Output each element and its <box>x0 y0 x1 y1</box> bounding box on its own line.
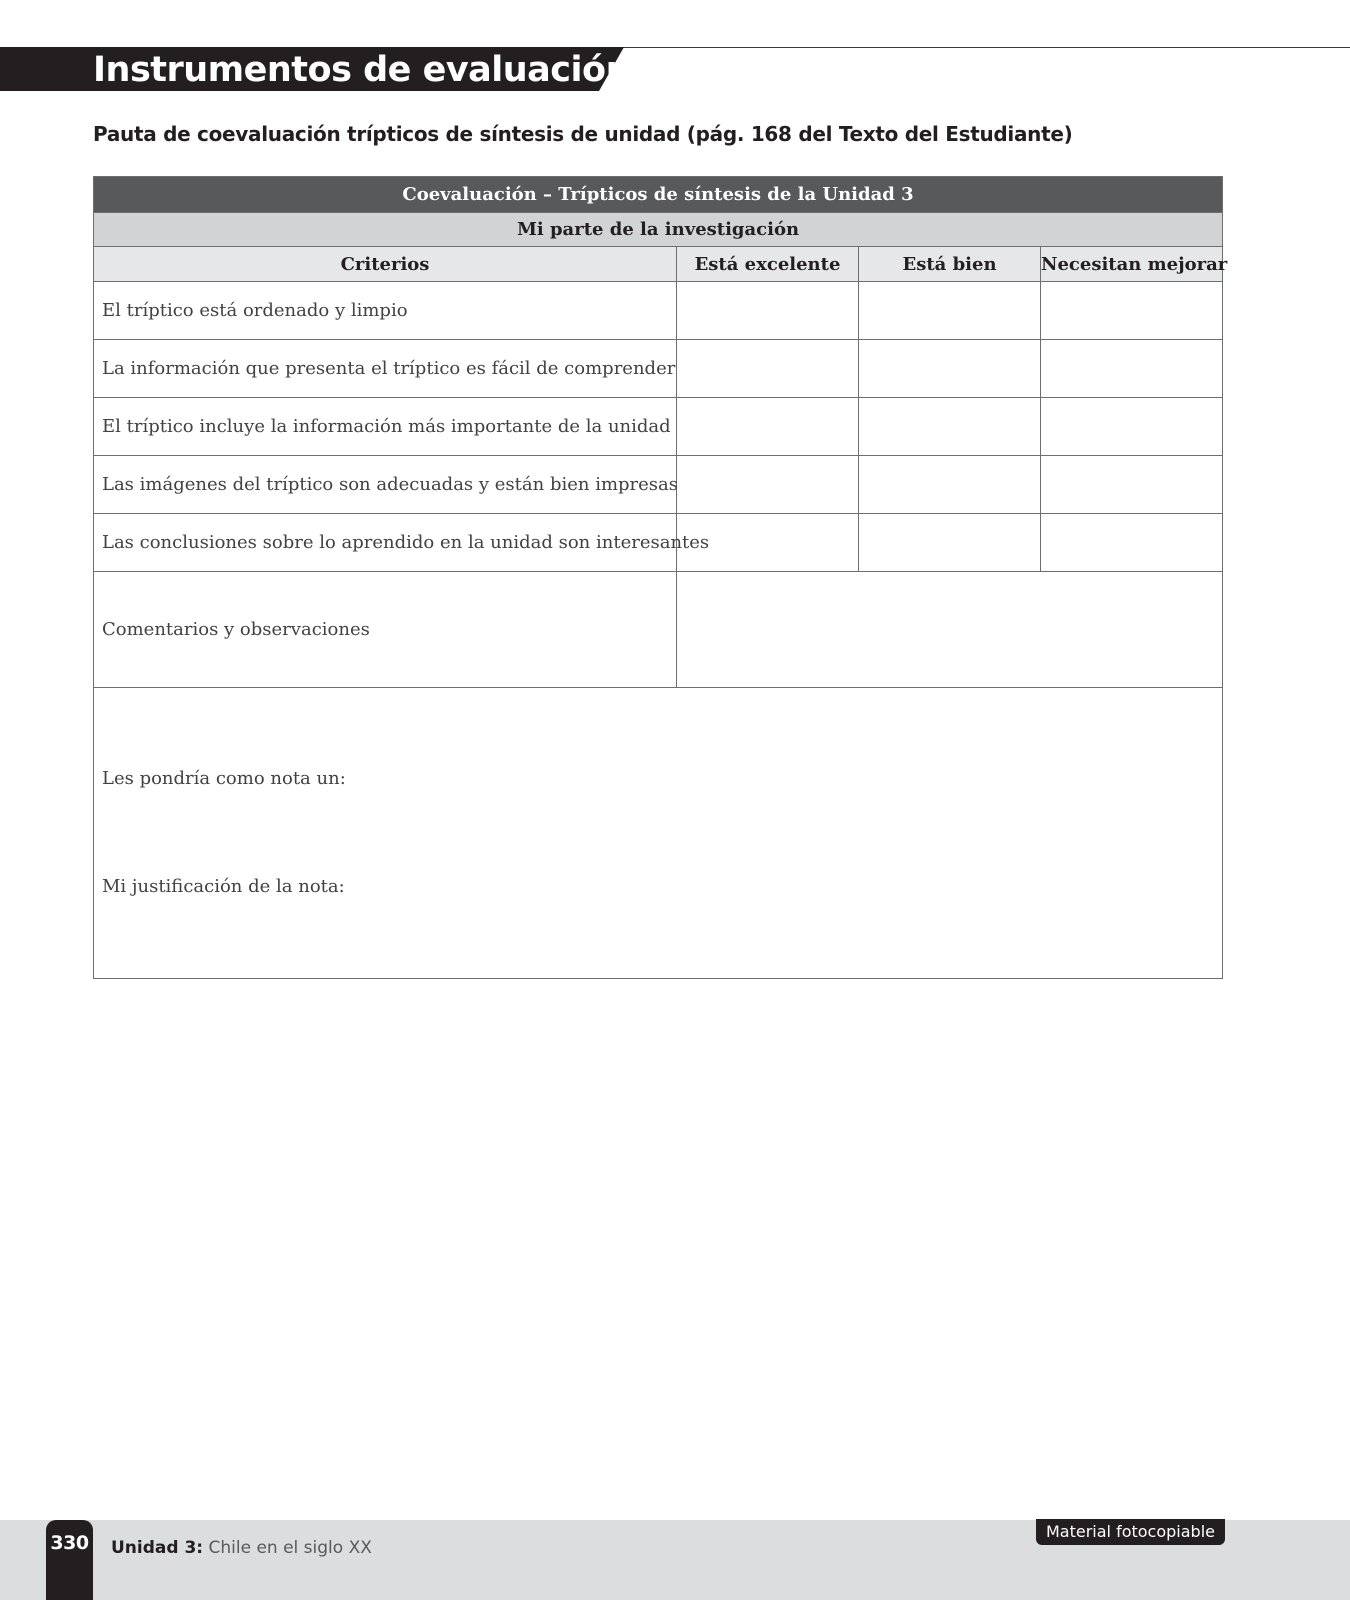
criterion-label: Las imágenes del tríptico son adecuadas y están bien impresas <box>94 456 677 514</box>
rating-cell-bien[interactable] <box>859 398 1041 456</box>
rating-cell-bien[interactable] <box>859 340 1041 398</box>
table-subtitle-row <box>94 213 1223 247</box>
criterion-label: Las conclusiones sobre lo aprendido en la unidad son interesantes <box>94 514 677 572</box>
rating-cell-bien[interactable] <box>859 514 1041 572</box>
table-row <box>94 514 1223 572</box>
rating-cell-mejorar[interactable] <box>1041 456 1223 514</box>
grade-cell[interactable] <box>94 688 1223 979</box>
page-number: 330 <box>50 1532 89 1554</box>
grade-row <box>94 688 1223 979</box>
rating-cell-bien[interactable] <box>859 456 1041 514</box>
criterion-label: La información que presenta el tríptico es fácil de comprender <box>94 340 677 398</box>
grade-label: Les pondría como nota un: <box>102 768 346 789</box>
footer-unit-name: Chile en el siglo XX <box>208 1538 372 1558</box>
table-row <box>94 456 1223 514</box>
section-subtitle: Pauta de coevaluación trípticos de síntesis de unidad (pág. 168 del Texto del Estudiante) <box>93 122 1073 146</box>
table-header-row <box>94 247 1223 282</box>
column-header-mejorar: Necesitan mejorar <box>1041 247 1223 282</box>
column-header-excelente: Está excelente <box>677 247 859 282</box>
rating-cell-excelente[interactable] <box>677 456 859 514</box>
column-header-criterios: Criterios <box>94 247 677 282</box>
rating-cell-mejorar[interactable] <box>1041 340 1223 398</box>
rating-cell-mejorar[interactable] <box>1041 282 1223 340</box>
table-row <box>94 340 1223 398</box>
rating-cell-mejorar[interactable] <box>1041 514 1223 572</box>
rating-cell-excelente[interactable] <box>677 282 859 340</box>
page-title: Instrumentos de evaluación <box>93 50 630 90</box>
table-row <box>94 282 1223 340</box>
table-subtitle: Mi parte de la investigación <box>94 213 1223 247</box>
footer-unit-label: Unidad 3: <box>111 1538 204 1558</box>
table-row <box>94 398 1223 456</box>
comments-row <box>94 572 1223 688</box>
footer-unit <box>111 1538 372 1558</box>
table-title: Coevaluación – Trípticos de síntesis de la Unidad 3 <box>94 177 1223 213</box>
column-header-bien: Está bien <box>859 247 1041 282</box>
table-title-row <box>94 177 1223 213</box>
rating-cell-bien[interactable] <box>859 282 1041 340</box>
rating-cell-excelente[interactable] <box>677 340 859 398</box>
rating-cell-excelente[interactable] <box>677 398 859 456</box>
criterion-label: El tríptico está ordenado y limpio <box>94 282 677 340</box>
comments-label: Comentarios y observaciones <box>94 572 677 688</box>
coevaluation-table <box>93 176 1228 979</box>
justification-label: Mi justificación de la nota: <box>102 876 345 897</box>
criterion-label: El tríptico incluye la información más importante de la unidad <box>94 398 677 456</box>
photocopy-badge: Material fotocopiable <box>1036 1519 1225 1545</box>
rating-cell-mejorar[interactable] <box>1041 398 1223 456</box>
comments-field[interactable] <box>677 572 1223 688</box>
